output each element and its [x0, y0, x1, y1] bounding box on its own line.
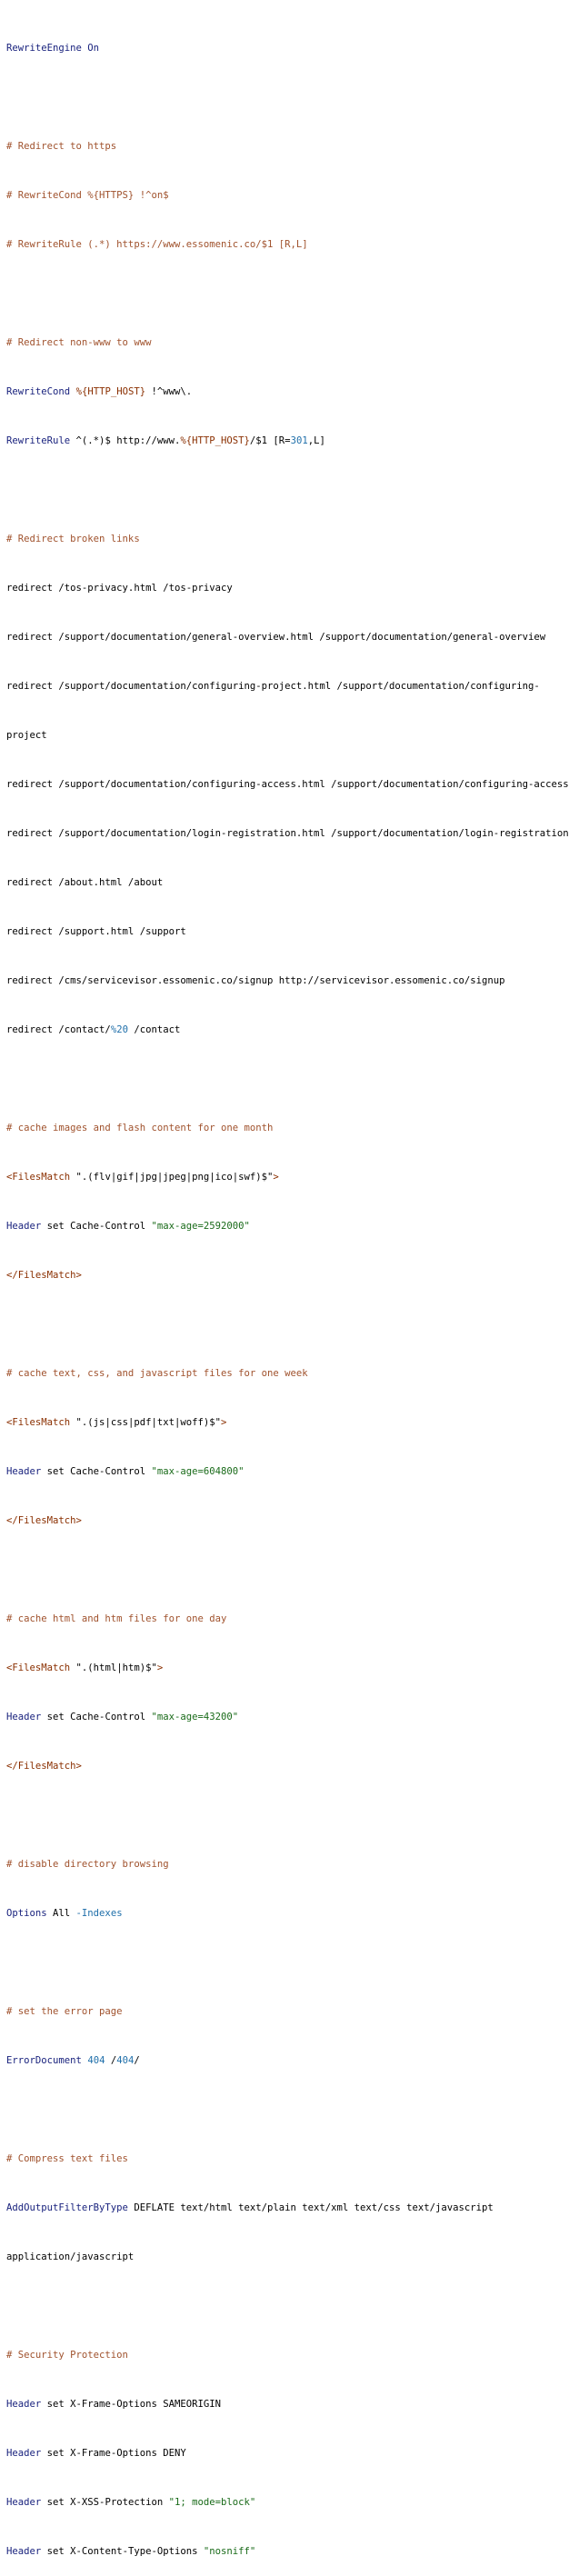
directive: AddOutputFilterByType [6, 2202, 128, 2213]
tag: <FilesMatch [6, 1172, 71, 1183]
comment: # Redirect broken links [6, 534, 140, 544]
code-line [6, 1513, 545, 1529]
tag: </FilesMatch> [6, 1761, 82, 1772]
text: set X-XSS-Protection [41, 2497, 169, 2508]
directive: Header [6, 2497, 42, 2508]
text: redirect /support/documentation/configuring-project.html /support/documentation/configuring- [6, 681, 540, 692]
comment: # Security Protection [6, 2350, 128, 2361]
code-line [6, 2396, 545, 2412]
blank-line [6, 2298, 545, 2314]
text: redirect /support/documentation/general-overview.html /support/documentation/general-overview [6, 632, 546, 643]
comment: # RewriteCond %{HTTPS} !^on$ [6, 190, 169, 201]
directive: Header [6, 1221, 42, 1232]
string: "1; mode=block" [168, 2497, 256, 2508]
code-line [6, 2249, 545, 2265]
code-line [6, 1905, 545, 1922]
text: set Cache-Control [41, 1221, 152, 1232]
code-line [6, 874, 545, 891]
code-line [6, 1218, 545, 1234]
code-line [6, 1463, 545, 1480]
code-line [6, 1022, 545, 1038]
text: redirect /support.html /support [6, 926, 186, 937]
code-line [6, 678, 545, 694]
text: /contact [127, 1024, 181, 1035]
blank-line [6, 1807, 545, 1823]
code-line [6, 1414, 545, 1431]
directive: Header [6, 2448, 42, 2459]
text: set Cache-Control [41, 1712, 152, 1722]
code-line [6, 727, 545, 744]
text: / [134, 2055, 140, 2066]
number: 404 [116, 2055, 135, 2066]
text: set X-Frame-Options DENY [41, 2448, 186, 2459]
variable: %{HTTP_HOST} [75, 386, 146, 397]
blank-line [6, 1954, 545, 1971]
text: set X-Frame-Options SAMEORIGIN [41, 2399, 221, 2410]
blank-line [6, 1562, 545, 1578]
text: ".(html|htm)$" [70, 1662, 157, 1673]
code-line [6, 1267, 545, 1283]
text: set Cache-Control [41, 1466, 152, 1477]
comment: # RewriteRule (.*) https://www.essomenic.co/$1 [R,L] [6, 239, 308, 250]
directive: RewriteCond [6, 386, 71, 397]
tag: > [221, 1417, 227, 1428]
text: redirect /support/documentation/login-registration.html /support/documentation/login-registration [6, 828, 569, 839]
text: redirect /contact/ [6, 1024, 111, 1035]
directive: Options [6, 1908, 47, 1919]
comment-line [6, 2151, 545, 2167]
code-line [6, 776, 569, 793]
text: !^www\. [145, 386, 193, 397]
comment-line [6, 2003, 545, 2020]
comment: # cache text, css, and javascript files for one week [6, 1368, 308, 1379]
code-line [6, 629, 545, 645]
text: DEFLATE text/html text/plain text/xml text/css text/javascript [127, 2202, 494, 2213]
directive: RewriteRule [6, 435, 71, 446]
number: 404 [87, 2055, 105, 2066]
comment: # Redirect to https [6, 141, 117, 152]
number: 301 [290, 435, 308, 446]
text: ".(js|css|pdf|txt|woff)$" [70, 1417, 221, 1428]
directive: Header [6, 2399, 42, 2410]
comment: # cache html and htm files for one day [6, 1613, 227, 1624]
code-line [6, 2543, 545, 2560]
text: redirect /tos-privacy.html /tos-privacy [6, 583, 233, 594]
blank-line [6, 89, 545, 105]
comment-line [6, 1611, 545, 1627]
tag: > [156, 1662, 164, 1673]
tag: <FilesMatch [6, 1417, 71, 1428]
directive: Header [6, 2546, 42, 2557]
blank-line [6, 1071, 545, 1087]
text: application/javascript [6, 2252, 135, 2262]
text: ^(.*)$ http://www. [70, 435, 181, 446]
comment-line [6, 334, 545, 351]
comment-line [6, 1120, 545, 1136]
comment: # disable directory browsing [6, 1859, 169, 1870]
text: /$1 [R= [249, 435, 291, 446]
text: redirect /about.html /about [6, 877, 164, 888]
text: All [46, 1908, 76, 1919]
code-line [6, 2445, 545, 2461]
comment-line [6, 531, 545, 547]
comment: # Compress text files [6, 2153, 128, 2164]
code-line [6, 1660, 545, 1676]
tag: <FilesMatch [6, 1662, 71, 1673]
comment-line [6, 138, 545, 155]
string: "max-age=2592000" [151, 1221, 250, 1232]
text: / [105, 2055, 117, 2066]
directive: Header [6, 1712, 42, 1722]
code-line [6, 2494, 545, 2511]
tag: </FilesMatch> [6, 1270, 82, 1281]
variable: %{HTTP_HOST} [180, 435, 250, 446]
number: %20 [110, 1024, 128, 1035]
string: "nosniff" [203, 2546, 256, 2557]
code-line [6, 1709, 545, 1725]
blank-line [6, 482, 545, 498]
code-line [6, 580, 545, 596]
code-line [6, 1758, 545, 1774]
code-line [6, 384, 545, 400]
text: redirect /cms/servicevisor.essomenic.co/signup http://servicevisor.essomenic.co/signup [6, 975, 505, 986]
text: set X-Content-Type-Options [41, 2546, 204, 2557]
blank-line [6, 2102, 545, 2118]
comment-line [6, 2347, 545, 2363]
code-line [6, 1169, 545, 1185]
text: ,L] [307, 435, 325, 446]
comment-line [6, 187, 545, 204]
blank-line [6, 285, 545, 302]
text: ".(flv|gif|jpg|jpeg|png|ico|swf)$" [70, 1172, 274, 1183]
tag: </FilesMatch> [6, 1515, 82, 1526]
string: "max-age=43200" [151, 1712, 239, 1722]
comment-line [6, 236, 545, 253]
code-line [6, 40, 545, 56]
comment: # Redirect non-www to www [6, 337, 152, 348]
comment-line [6, 1856, 545, 1872]
code-line [6, 2200, 545, 2216]
directive: ErrorDocument [6, 2055, 82, 2066]
comment: # cache images and flash content for one month [6, 1123, 274, 1133]
code-line [6, 924, 545, 940]
text: project [6, 730, 47, 741]
comment: # set the error page [6, 2006, 123, 2017]
code-line [6, 825, 569, 842]
directive: Header [6, 1466, 42, 1477]
code-line [6, 2052, 545, 2069]
blank-line [6, 1316, 545, 1333]
string: "max-age=604800" [151, 1466, 245, 1477]
code-line [6, 433, 545, 449]
code-line [6, 973, 545, 989]
tag: > [273, 1172, 279, 1183]
text: redirect /support/documentation/configuring-access.html /support/documentation/configuring-access [6, 779, 569, 790]
comment-line [6, 1365, 545, 1382]
directive: RewriteEngine On [6, 43, 100, 54]
option-value: -Indexes [75, 1908, 123, 1919]
